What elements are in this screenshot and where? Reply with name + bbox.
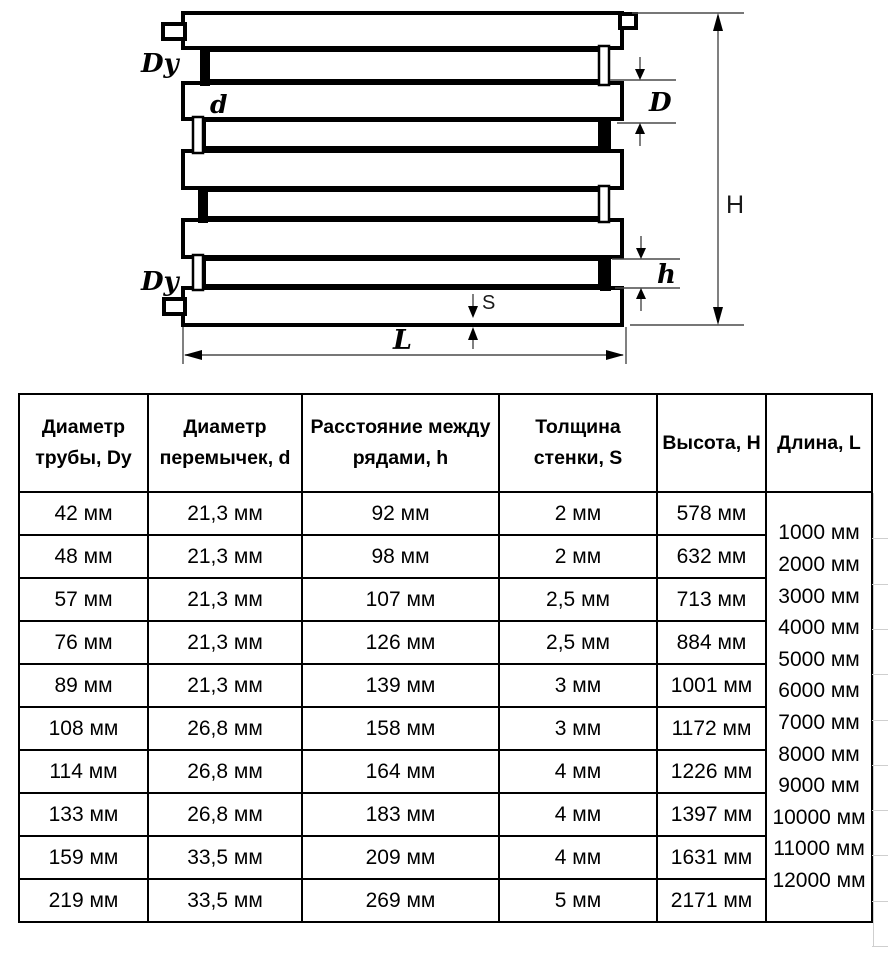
table-row: 48 мм 21,3 мм 98 мм 2 мм 632 мм (19, 535, 872, 578)
register-diagram (0, 0, 888, 380)
table-row: 57 мм 21,3 мм 107 мм 2,5 мм 713 мм (19, 578, 872, 621)
table-row: 108 мм 26,8 мм 158 мм 3 мм 1172 мм (19, 707, 872, 750)
col-header-length: Длина, L (766, 394, 872, 492)
dimensions-table (18, 393, 873, 923)
jumper-right-2 (600, 117, 611, 153)
col-header-row-spacing: Расстояние между рядами, h (302, 394, 499, 492)
table-row: 159 мм 33,5 мм 209 мм 4 мм 1631 мм (19, 836, 872, 879)
table-row: 219 мм 33,5 мм 269 мм 5 мм 2171 мм (19, 879, 872, 922)
pipe-9 (183, 288, 622, 325)
pipe-7 (183, 220, 622, 257)
table-row: 42 мм 21,3 мм 92 мм 2 мм 578 мм 1000 мм 2000 мм 3000 мм 4000 мм 5000 мм 6000 мм 7000 мм 8000 мм 9000 мм 10000 мм 11000 мм 12000 мм (19, 492, 872, 535)
col-header-height: Высота, H (657, 394, 766, 492)
jumper-thin-left-4 (193, 255, 203, 290)
big-d-label: D (649, 88, 672, 118)
pipes (183, 13, 622, 325)
table-row: 89 мм 21,3 мм 139 мм 3 мм 1001 мм (19, 664, 872, 707)
h-label: h (657, 260, 676, 290)
jumper-left-3 (198, 186, 208, 223)
col-header-pipe-diameter: Диаметр трубы, Dy (19, 394, 148, 492)
pipe-4 (204, 120, 600, 148)
inlet-stub-top-left (163, 24, 185, 39)
table-row: 114 мм 26,8 мм 164 мм 4 мм 1226 мм (19, 750, 872, 793)
dy-bottom-label: Dy (141, 267, 179, 297)
length-options-cell: 1000 мм 2000 мм 3000 мм 4000 мм 5000 мм 6000 мм 7000 мм 8000 мм 9000 мм 10000 мм 11000 мм 12000 мм (766, 492, 872, 922)
table-row: 133 мм 26,8 мм 183 мм 4 мм 1397 мм (19, 793, 872, 836)
col-header-wall-thickness: Толщина стенки, S (499, 394, 657, 492)
pipe-3 (183, 83, 622, 119)
jumper-left-1 (200, 46, 210, 86)
pipe-6 (204, 190, 600, 218)
jumper-thin-right-3 (599, 186, 609, 222)
pipe-2 (204, 50, 600, 81)
d-label: d (210, 90, 228, 119)
l-label: L (393, 325, 412, 356)
height-label: H (726, 191, 745, 219)
pipe-5 (183, 151, 622, 188)
dy-top-label: Dy (141, 49, 179, 79)
s-label: S (482, 292, 496, 314)
table-row: 76 мм 21,3 мм 126 мм 2,5 мм 884 мм (19, 621, 872, 664)
jumper-thin-right-1 (599, 46, 609, 85)
outlet-stub-bottom-left (164, 299, 185, 314)
header-row (19, 394, 872, 492)
pipe-8 (204, 259, 600, 286)
col-header-jumper-diameter: Диаметр перемычек, d (148, 394, 302, 492)
jumper-thin-left-2 (193, 117, 203, 153)
pipe-1 (183, 13, 622, 48)
stub-top-right (620, 14, 636, 28)
jumper-right-4 (600, 255, 611, 291)
